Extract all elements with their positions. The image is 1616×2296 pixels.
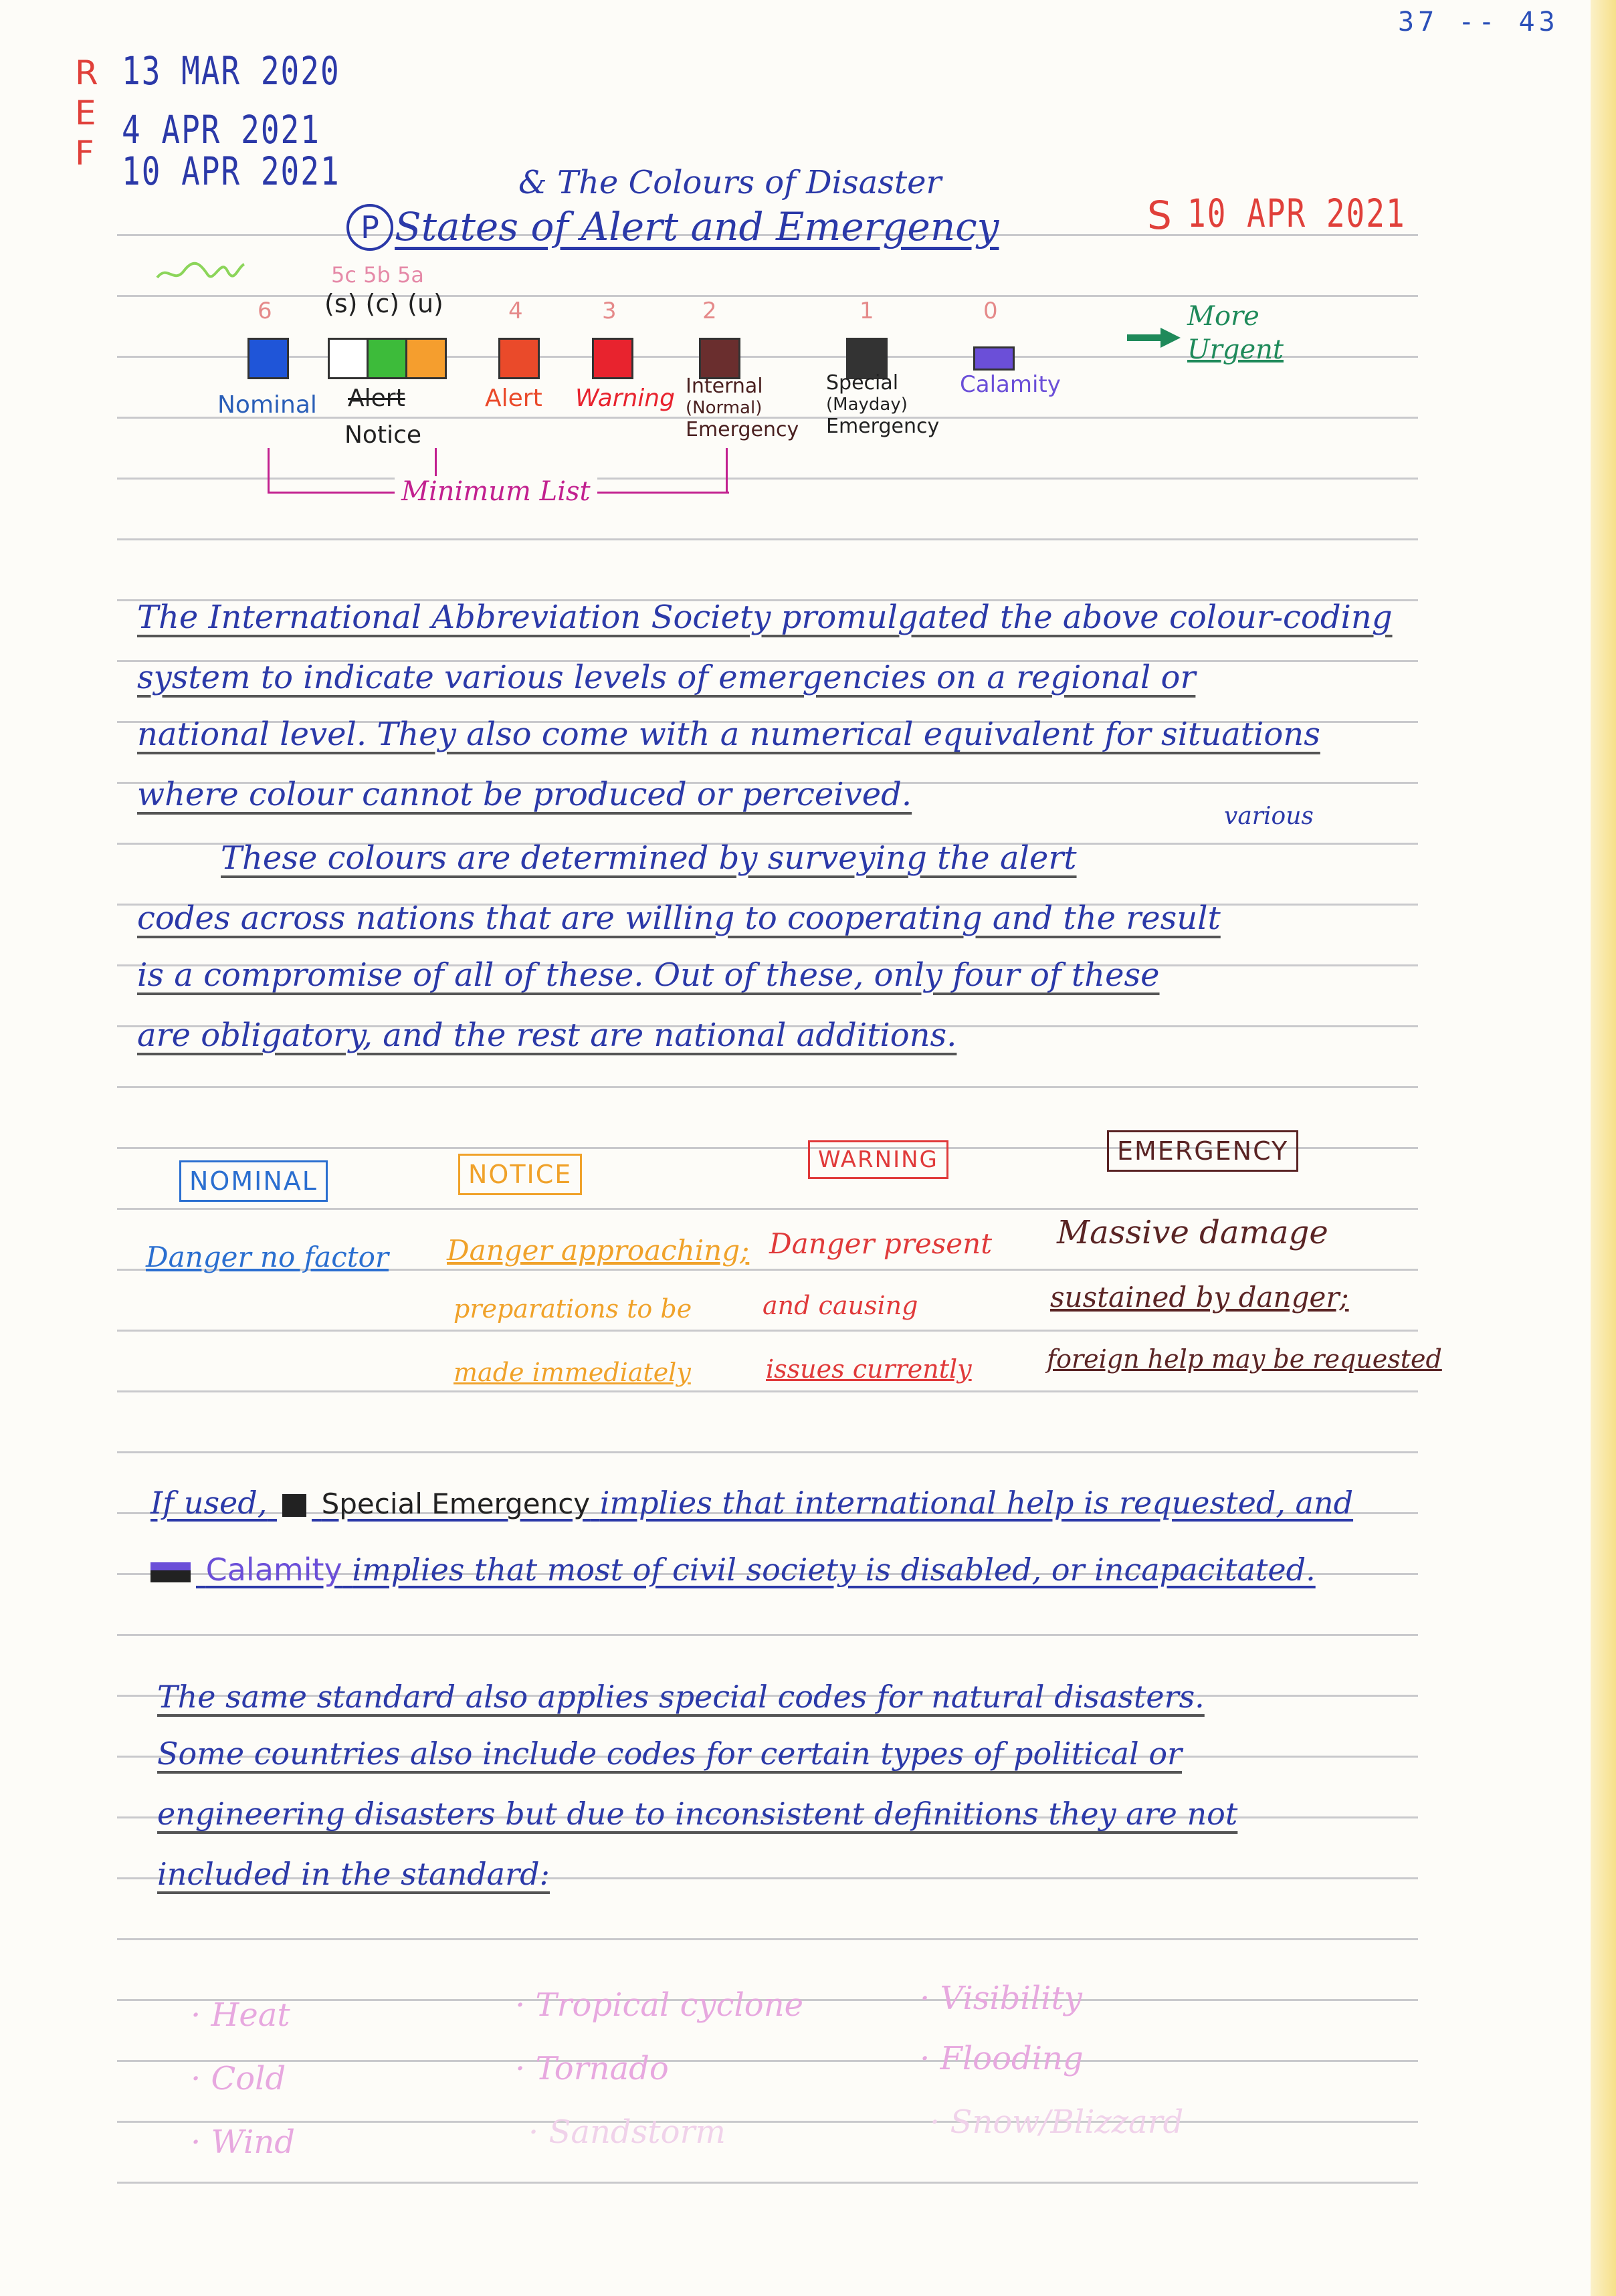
ruled-line xyxy=(117,1086,1418,1088)
label-notice-struck: Alert xyxy=(348,385,405,412)
label-nominal: Nominal xyxy=(217,391,317,419)
swatch-notice-c xyxy=(367,338,408,379)
ruled-line xyxy=(117,1634,1418,1636)
special-note-line-2-text: implies that most of civil society is disabled, or incapacitated. xyxy=(352,1552,1316,1588)
disaster-flooding: · Flooding xyxy=(920,2040,1084,2077)
state-box-nominal: NOMINAL xyxy=(179,1160,328,1202)
paragraph-2-line-3: is a compromise of all of these. Out of these, only four of these xyxy=(137,956,1160,994)
sub-level-numbers: 5c 5b 5a xyxy=(331,262,424,288)
paragraph-2-insert: various xyxy=(1224,803,1314,830)
calamity-term: Calamity xyxy=(205,1552,342,1588)
ruled-line xyxy=(117,478,1418,480)
calamity-swatch-icon xyxy=(150,1562,191,1582)
ref-letter-f: F xyxy=(75,134,94,173)
s-date-stamp: 10 APR 2021 xyxy=(1187,191,1406,236)
label-internal-3: Emergency xyxy=(686,418,799,441)
special-note-line-1 xyxy=(150,1485,1353,1521)
ruled-line xyxy=(117,1451,1418,1453)
ruled-line xyxy=(117,1390,1418,1392)
ruled-line xyxy=(117,1208,1418,1210)
paragraph-3-line-4: included in the standard: xyxy=(157,1856,550,1892)
label-special-3: Emergency xyxy=(826,415,940,438)
page-title: States of Alert and Emergency xyxy=(395,204,999,249)
level-0-number: 0 xyxy=(983,298,998,324)
disaster-visibility: · Visibility xyxy=(920,1980,1082,2017)
disaster-tornado-label: Tornado xyxy=(535,2050,669,2087)
emergency-desc-1: Massive damage xyxy=(1057,1214,1328,1251)
label-internal-2: (Normal) xyxy=(686,398,763,418)
state-box-warning: WARNING xyxy=(808,1140,948,1179)
swatch-notice-s xyxy=(328,338,369,379)
label-alert: Alert xyxy=(485,385,542,412)
disaster-flooding-label: Flooding xyxy=(940,2040,1084,2077)
disaster-heat-label: Heat xyxy=(211,1996,290,2034)
ref-letter-r: R xyxy=(75,54,98,92)
label-calamity: Calamity xyxy=(960,371,1061,398)
swatch-internal-emergency xyxy=(699,338,740,379)
disaster-cold: · Cold xyxy=(191,2060,286,2097)
special-note-line-2 xyxy=(150,1552,1316,1588)
ref-letter-e: E xyxy=(75,94,96,132)
disaster-sandstorm-label: Sandstorm xyxy=(548,2113,726,2151)
s-mark: S xyxy=(1147,193,1172,238)
label-special-1: Special xyxy=(826,371,899,395)
paragraph-2-line-4: are obligatory, and the rest are national additions. xyxy=(137,1017,957,1054)
disaster-heat: · Heat xyxy=(191,1996,290,2034)
disaster-visibility-label: Visibility xyxy=(940,1980,1082,2017)
swatch-alert xyxy=(498,338,540,379)
disaster-tropical-cyclone-label: Tropical cyclone xyxy=(535,1986,804,2024)
corner-reference: 37 -- 43 xyxy=(1398,7,1559,37)
label-internal-1: Internal xyxy=(686,375,763,398)
level-4-number: 4 xyxy=(508,298,523,324)
nominal-desc-1: Danger no factor xyxy=(146,1241,389,1273)
disaster-cold-label: Cold xyxy=(211,2060,286,2097)
swatch-warning xyxy=(592,338,633,379)
minimum-list-bracket-left xyxy=(268,448,270,492)
label-special-2: (Mayday) xyxy=(826,395,908,415)
swatch-notice-u xyxy=(405,338,447,379)
swatch-calamity xyxy=(973,346,1015,371)
level-6-number: 6 xyxy=(258,298,272,324)
special-note-line-1-text: implies that international help is requested, and xyxy=(599,1485,1354,1521)
more-urgent-label-1: More xyxy=(1187,301,1259,332)
ruled-line xyxy=(117,295,1418,297)
ruled-line xyxy=(117,538,1418,540)
notice-desc-3: made immediately xyxy=(453,1358,691,1387)
ruled-line xyxy=(117,2060,1418,2062)
notice-desc-1: Danger approaching; xyxy=(447,1234,750,1267)
special-emergency-swatch-icon xyxy=(282,1494,306,1517)
p-mark-letter: P xyxy=(361,209,379,245)
disaster-wind-label: Wind xyxy=(211,2123,295,2161)
ruled-line xyxy=(117,2182,1418,2184)
level-1-number: 1 xyxy=(860,298,874,324)
date-stamp-1: 13 MAR 2020 xyxy=(122,48,340,94)
paragraph-3-line-3: engineering disasters but due to inconsistent definitions they are not xyxy=(157,1796,1238,1832)
ruled-line xyxy=(117,1330,1418,1332)
disaster-tropical-cyclone: · Tropical cyclone xyxy=(515,1986,804,2024)
disaster-snow-blizzard: · Snow/Blizzard xyxy=(930,2103,1184,2141)
date-stamp-3: 10 APR 2021 xyxy=(122,148,340,194)
state-box-emergency: EMERGENCY xyxy=(1107,1130,1298,1172)
minimum-list-bracket-right xyxy=(726,448,728,492)
signature xyxy=(154,251,247,291)
notice-desc-2: preparations to be xyxy=(453,1294,692,1324)
level-3-number: 3 xyxy=(602,298,617,324)
paragraph-3-line-1: The same standard also applies special codes for natural disasters. xyxy=(157,1679,1205,1715)
warning-desc-2: and causing xyxy=(763,1291,918,1320)
minimum-list-label: Minimum List xyxy=(395,476,597,507)
disaster-wind: · Wind xyxy=(191,2123,295,2161)
emergency-desc-3: foreign help may be requested xyxy=(1047,1344,1442,1374)
paragraph-1-line-2: system to indicate various levels of emergencies on a regional or xyxy=(137,659,1196,696)
label-notice: Notice xyxy=(344,421,422,449)
state-box-notice: NOTICE xyxy=(458,1154,582,1195)
ruled-line xyxy=(117,1938,1418,1940)
disaster-snow-blizzard-label: Snow/Blizzard xyxy=(950,2103,1184,2141)
more-urgent-label-2: Urgent xyxy=(1187,334,1284,365)
p-circle-mark xyxy=(346,204,393,251)
warning-desc-3: issues currently xyxy=(766,1354,972,1384)
paragraph-1-line-1: The International Abbreviation Society promulgated the above colour-coding xyxy=(137,599,1393,636)
paragraph-2-line-2: codes across nations that are willing to cooperating and the result xyxy=(137,900,1221,937)
label-warning: Warning xyxy=(575,385,675,412)
paragraph-1-line-3: national level. They also come with a numerical equivalent for situations xyxy=(137,716,1320,753)
emergency-desc-2: sustained by danger; xyxy=(1050,1281,1349,1314)
ruled-line xyxy=(117,2121,1418,2123)
paragraph-2-line-1: These colours are determined by surveying the alert xyxy=(221,839,1077,877)
page-edge xyxy=(1591,0,1616,2296)
date-stamp-2: 4 APR 2021 xyxy=(122,107,320,152)
paragraph-1-line-4: where colour cannot be produced or perceived. xyxy=(137,776,912,813)
swatch-nominal xyxy=(247,338,289,379)
special-emergency-term: Special Emergency xyxy=(321,1487,591,1520)
paragraph-3-line-2: Some countries also include codes for certain types of political or xyxy=(157,1736,1183,1772)
special-note-prefix: If used, xyxy=(150,1485,268,1521)
warning-desc-1: Danger present xyxy=(769,1227,993,1260)
disaster-tornado: · Tornado xyxy=(515,2050,669,2087)
level-2-number: 2 xyxy=(702,298,717,324)
page-subtitle: & The Colours of Disaster xyxy=(518,164,942,201)
disaster-sandstorm: · Sandstorm xyxy=(528,2113,726,2151)
more-urgent-arrow xyxy=(1124,324,1184,351)
sub-level-letters: (s) (c) (u) xyxy=(324,289,443,318)
